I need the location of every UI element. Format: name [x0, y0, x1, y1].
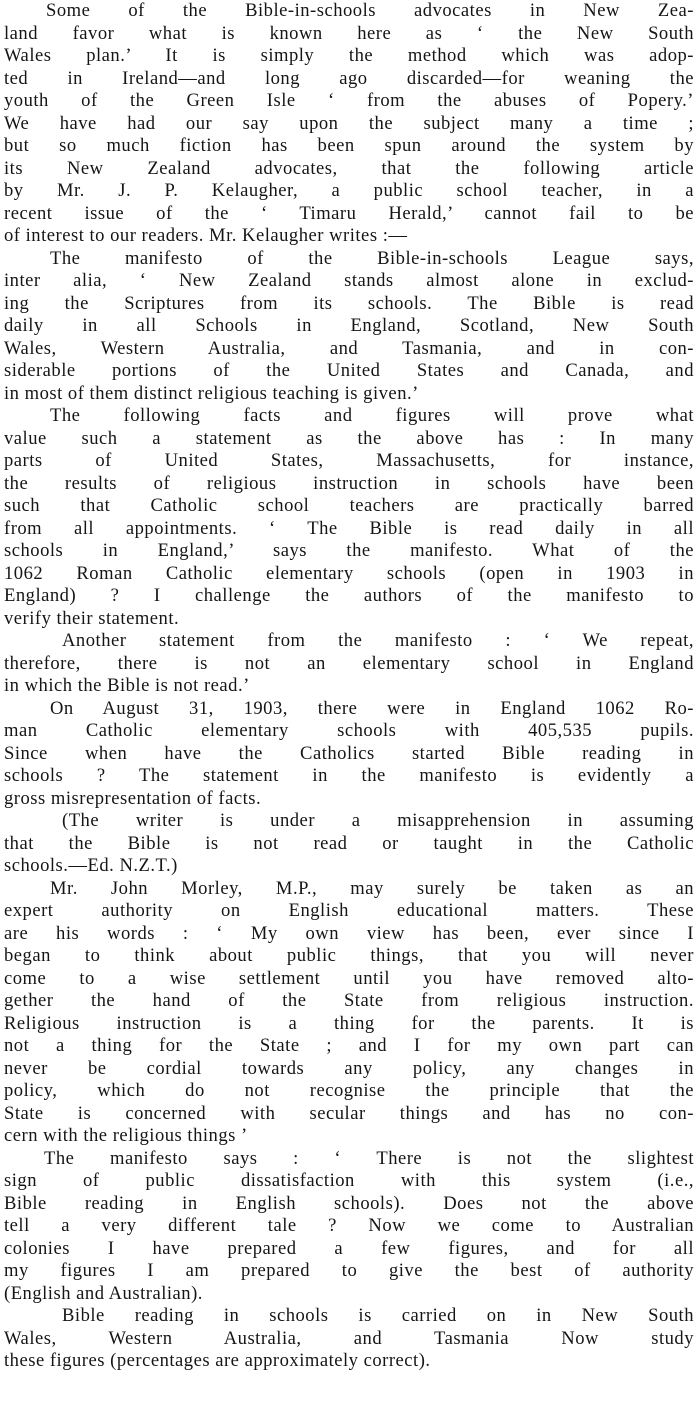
text-line: England) ? I challenge the authors of the manifesto to: [4, 585, 694, 606]
text-line: policy, which do not recognise the principle that the: [4, 1080, 694, 1101]
text-line: siderable portions of the United States and Canada, and: [4, 360, 694, 381]
paragraph: [4, 248, 694, 406]
text-line: these figures (percentages are approximately correct).: [4, 1350, 431, 1371]
paragraph: [4, 810, 694, 878]
text-line: Some of the Bible-in-schools advocates in New Zea-: [46, 0, 694, 21]
text-line: The manifesto says : ‘ There is not the slightest: [44, 1147, 694, 1169]
paragraph: [4, 630, 694, 698]
text-line: not a thing for the State ; and I for my own part can: [4, 1035, 694, 1056]
paragraph: [4, 1148, 694, 1306]
text-line: of interest to our readers. Mr. Kelaugher writes :—: [4, 225, 408, 246]
article-body: [4, 0, 694, 1373]
text-line: Bible reading in schools is carried on in New South: [62, 1305, 694, 1326]
text-line: its New Zealand advocates, that the following article: [4, 157, 694, 179]
text-line: by Mr. J. P. Kelaugher, a public school teacher, in a: [4, 180, 694, 201]
text-line: value such a statement as the above has : In many: [4, 427, 694, 449]
paragraph: [4, 1305, 694, 1373]
text-line: verify their statement.: [4, 607, 180, 629]
text-line: Bible reading in English schools). Does not the above: [4, 1192, 694, 1214]
text-line: The manifesto of the Bible-in-schools League says,: [50, 247, 694, 269]
text-line: cern with the religious things ’: [4, 1125, 248, 1146]
text-line: Religious instruction is a thing for the parents. It is: [4, 1012, 694, 1034]
text-line: my figures I am prepared to give the best of authority: [4, 1260, 694, 1281]
text-line: the results of religious instruction in schools have been: [4, 472, 694, 494]
text-line: The following facts and figures will prove what: [50, 405, 694, 426]
text-line: from all appointments. ‘ The Bible is read daily in all: [4, 517, 694, 539]
text-line: never be cordial towards any policy, any changes in: [4, 1057, 694, 1079]
text-line: State is concerned with secular things and has no con-: [4, 1102, 694, 1124]
text-line: come to a wise settlement until you have removed alto-: [4, 967, 694, 989]
text-line: ing the Scriptures from its schools. The Bible is read: [4, 292, 694, 314]
text-line: Wales, Western Australia, and Tasmania Now study: [4, 1327, 694, 1349]
text-line: inter alia, ‘ New Zealand stands almost alone in exclud-: [4, 270, 694, 291]
text-line: schools in England,’ says the manifesto. What of the: [4, 540, 694, 561]
text-line: such that Catholic school teachers are practically barred: [4, 495, 694, 516]
text-line: land favor what is known here as ‘ the New South: [4, 22, 694, 44]
text-line: began to think about public things, that you will never: [4, 945, 694, 966]
paragraph: [4, 0, 694, 248]
text-line: Wales, Western Australia, and Tasmania, and in con-: [4, 337, 694, 359]
text-line: daily in all Schools in England, Scotland, New South: [4, 315, 694, 336]
text-line: Wales plan.’ It is simply the method which was adop-: [4, 45, 694, 66]
text-line: tell a very different tale ? Now we come to Australian: [4, 1215, 694, 1236]
text-line: Mr. John Morley, M.P., may surely be taken as an: [50, 877, 694, 899]
text-line: ted in Ireland—and long ago discarded—for weaning the: [4, 67, 694, 89]
paragraph: [4, 405, 694, 630]
text-line: schools ? The statement in the manifesto is evidently a: [4, 765, 694, 786]
text-line: youth of the Green Isle ‘ from the abuses of Popery.’: [4, 90, 694, 111]
text-line: schools.—Ed. N.Z.T.): [4, 855, 178, 876]
text-line: We have had our say upon the subject many a time ;: [4, 112, 694, 134]
text-line: expert authority on English educational matters. These: [4, 900, 694, 921]
text-line: that the Bible is not read or taught in the Catholic: [4, 832, 694, 854]
paragraph: [4, 878, 694, 1148]
text-line: man Catholic elementary schools with 405,535 pupils.: [4, 720, 694, 741]
text-line: Since when have the Catholics started Bible reading in: [4, 742, 694, 764]
text-line: (The writer is under a misapprehension in assuming: [62, 810, 694, 831]
text-line: On August 31, 1903, there were in England 1062 Ro-: [50, 697, 694, 719]
text-line: in most of them distinct religious teaching is given.’: [4, 382, 419, 404]
text-line: gether the hand of the State from religious instruction.: [4, 990, 694, 1011]
text-line: Another statement from the manifesto : ‘ We repeat,: [62, 630, 694, 651]
text-line: (English and Australian).: [4, 1282, 203, 1304]
text-line: gross misrepresentation of facts.: [4, 787, 262, 809]
text-line: colonies I have prepared a few figures, and for all: [4, 1237, 694, 1259]
text-line: recent issue of the ‘ Timaru Herald,’ cannot fail to be: [4, 202, 694, 224]
paragraph: [4, 698, 694, 811]
text-line: therefore, there is not an elementary school in England: [4, 652, 694, 674]
text-line: in which the Bible is not read.’: [4, 675, 250, 696]
text-line: but so much fiction has been spun around the system by: [4, 135, 694, 156]
text-line: 1062 Roman Catholic elementary schools (open in 1903 in: [4, 562, 694, 584]
text-line: are his words : ‘ My own view has been, ever since I: [4, 922, 694, 944]
text-line: sign of public dissatisfaction with this system (i.e.,: [4, 1170, 694, 1191]
text-line: parts of United States, Massachusetts, for instance,: [4, 450, 694, 471]
